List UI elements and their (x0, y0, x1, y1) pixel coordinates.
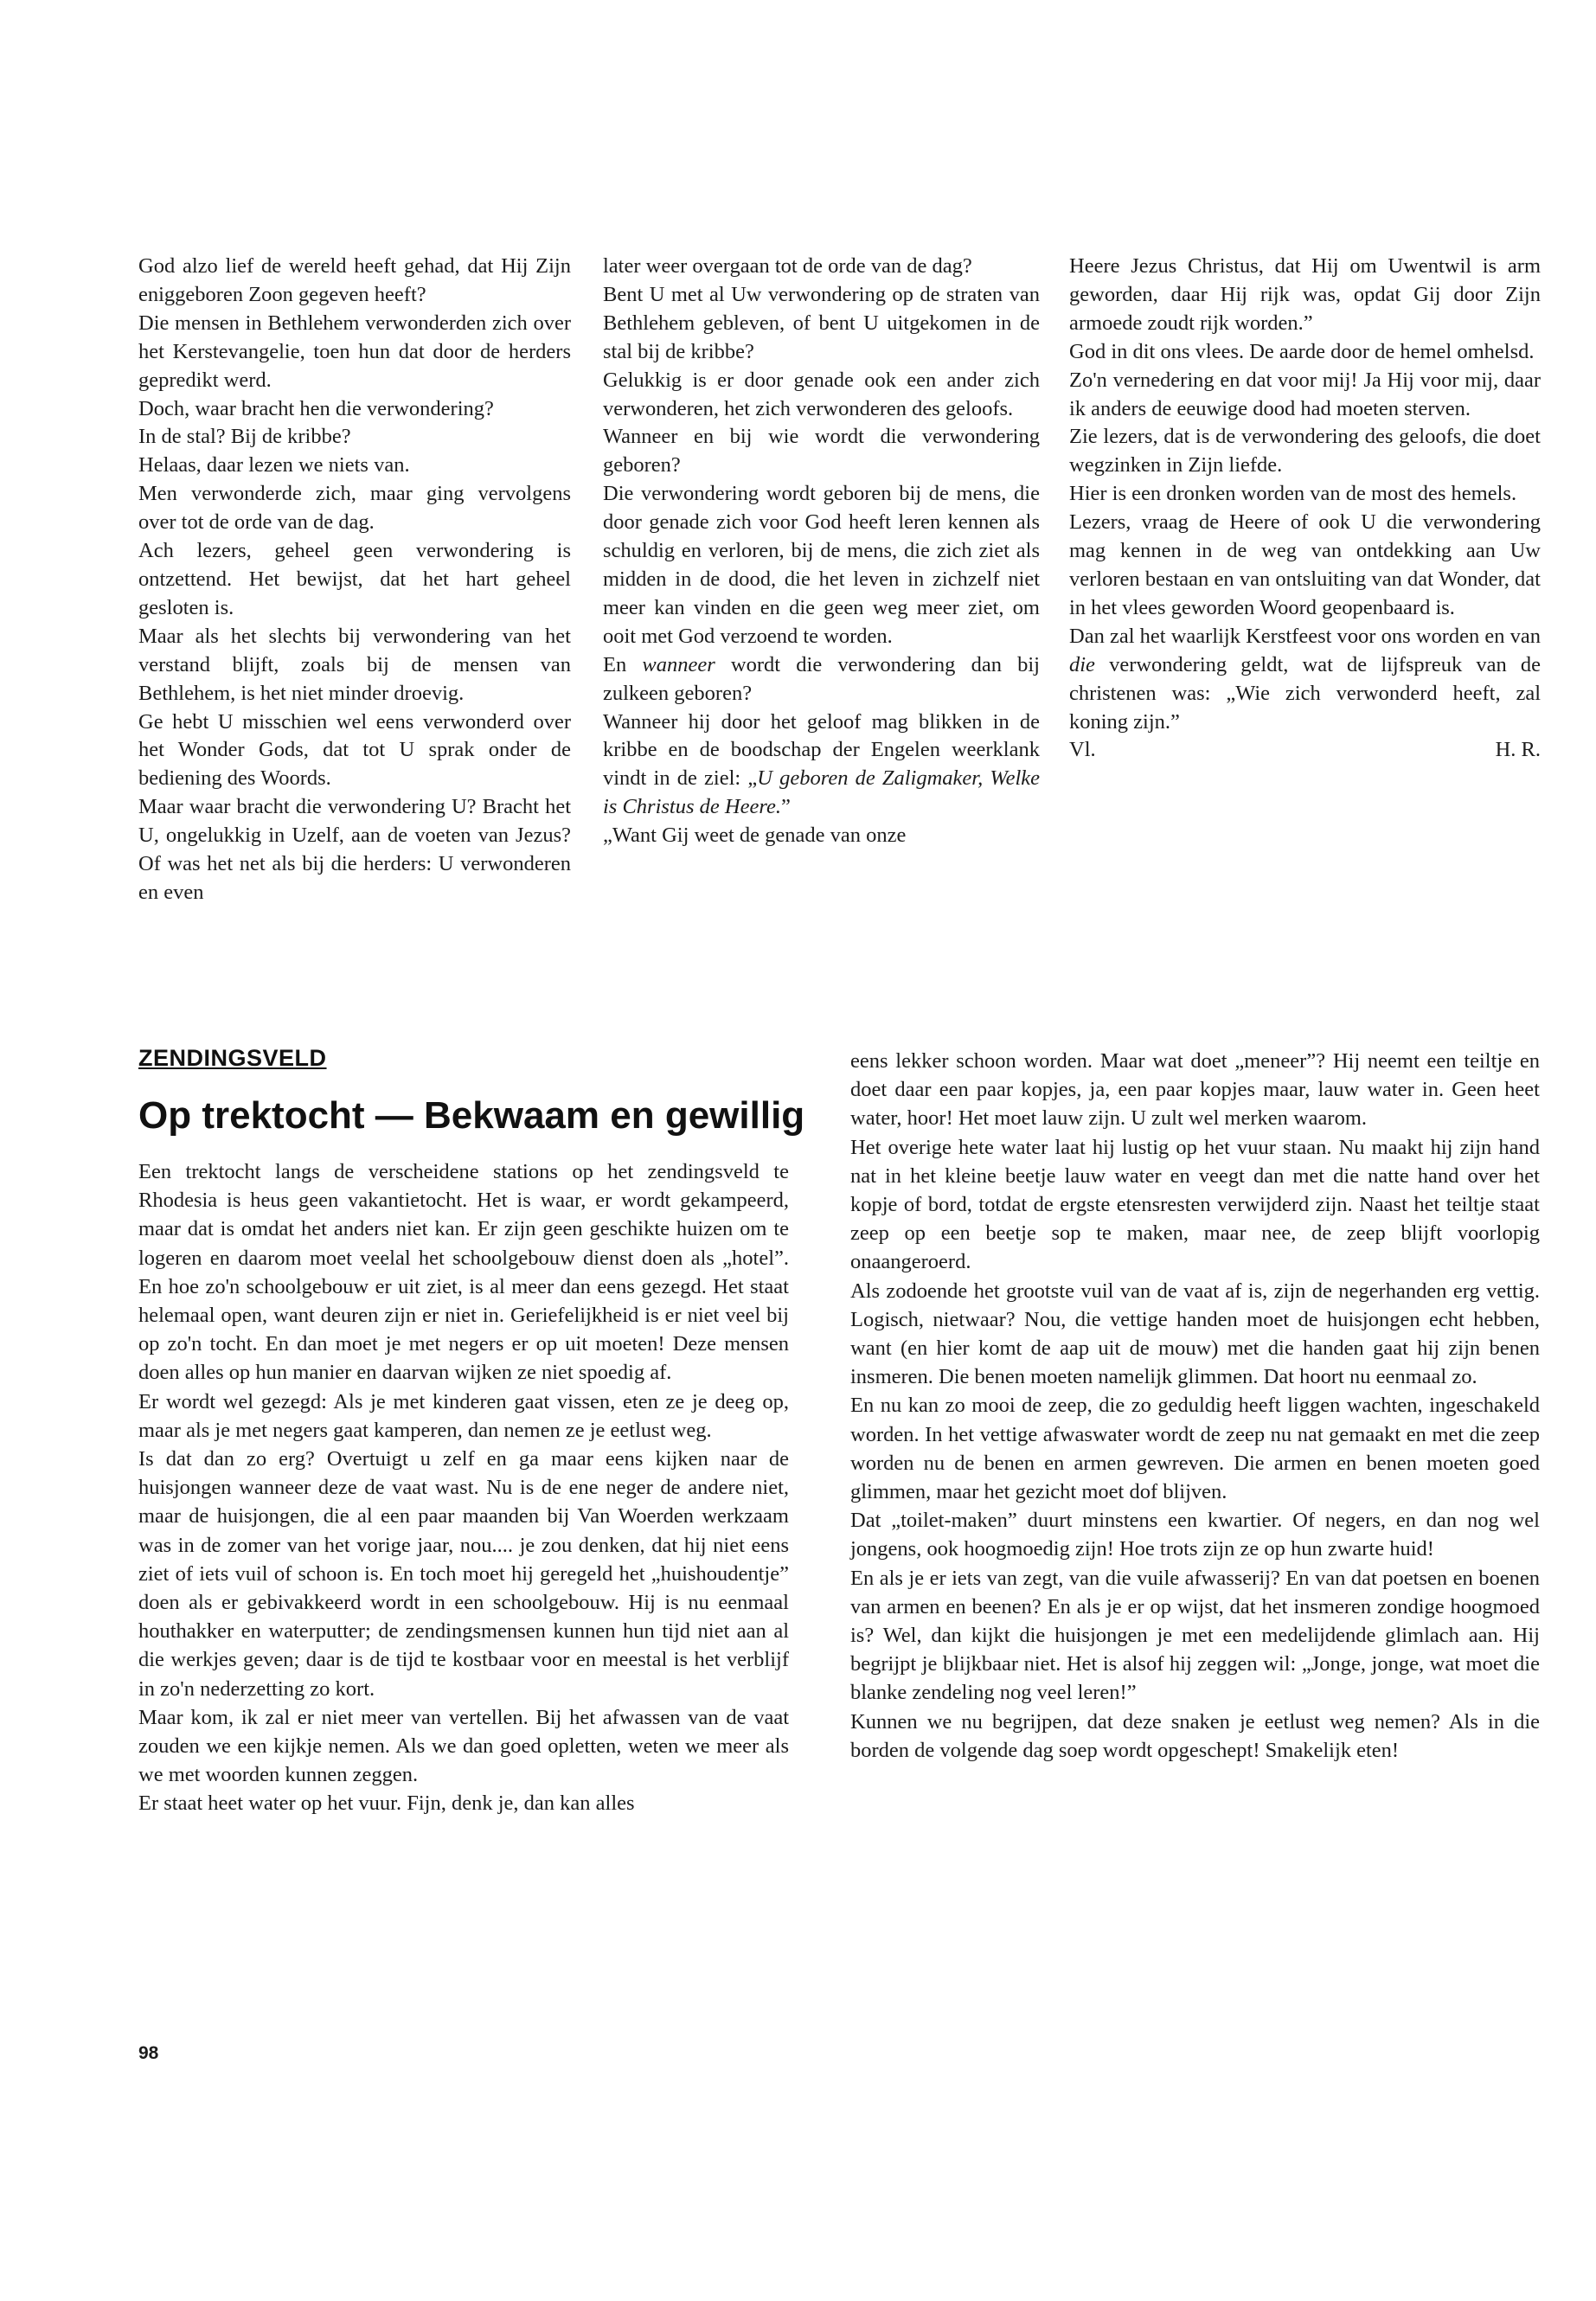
paragraph: En nu kan zo mooi de zeep, die zo geduldig heeft liggen wachten, ingeschakeld worden. In het vettige afwaswater wordt de zeep nu nat gemaakt en met die zeep worden nu de benen en armen gewreven. Die armen en benen moeten goed glimmen, maar het gezicht moet dof blijven. (850, 1394, 1540, 1504)
paragraph: Doch, waar bracht hen die verwondering? (138, 396, 494, 420)
top-column-1 (138, 253, 571, 907)
section-heading: ZENDINGSVELD (138, 1045, 327, 1071)
paragraph: Bent U met al Uw verwondering op de straten van Bethlehem gebleven, of bent U uitgekomen in de stal bij de kribbe? (603, 282, 1040, 363)
emphasis: U geboren de Zaligmaker, Welke is Christus de Heere. (603, 766, 1040, 819)
page-number: 98 (138, 2043, 159, 2063)
paragraph: Maar als het slechts bij verwondering van het verstand blijft, zoals bij de mensen van Bethlehem, is het niet minder droevig. (138, 624, 571, 705)
paragraph: Een trektocht langs de verscheidene stations op het zendingsveld te Rhodesia is heus geen vakantietocht. Het is waar, er wordt gekampeerd, maar dat is omdat het anders niet kan. Er zijn geen geschikte huizen om te logeren en daarom moet veelal het schoolgebouw dienst doen als „hotel”. En hoe zo'n schoolgebouw er uit ziet, is al meer dan eens gezegd. Het staat helemaal open, want deuren zijn er niet in. Geriefelijkheid is er niet veel bij op zo'n tocht. En dan moet je met negers er op uit moeten! Deze mensen doen alles op hun manier en daarvan wijken ze niet spoedig af. (138, 1160, 789, 1385)
paragraph: Ge hebt U misschien wel eens verwonderd over het Wonder Gods, dat tot U sprak onder de bediening des Woords. (138, 709, 571, 791)
article-column-1 (138, 1157, 789, 1818)
text-run: ” (780, 795, 791, 819)
paragraph: Zo'n vernedering en dat voor mij! Ja Hij voor mij, daar ik anders de eeuwige dood had moeten sterven. (1069, 368, 1541, 420)
signature-line (1069, 736, 1541, 765)
paragraph: In de stal? Bij de kribbe? (138, 425, 351, 449)
paragraph-blikken (603, 708, 1040, 823)
signature-right: H. R. (1495, 738, 1541, 762)
text-run: Dan zal het waarlijk Kerstfeest voor ons worden en van (1069, 624, 1541, 648)
paragraph: Er staat heet water op het vuur. Fijn, denk je, dan kan alles (138, 1791, 635, 1816)
paragraph: Maar waar bracht die verwondering U? Bracht het U, ongelukkig in Uzelf, aan de voeten van Jezus? Of was het net als bij die herders: U verwonderen en even (138, 795, 571, 904)
paragraph: Die verwondering wordt geboren bij de mens, die door genade zich voor God heeft leren kennen als schuldig en verloren, bij de mens, die zich ziet als midden in de dood, die het leven in zichzelf niet meer kan vinden en die geen weg meer ziet, om ooit met God verzoend te worden. (603, 482, 1040, 648)
paragraph-wanneer (603, 651, 1040, 708)
paragraph: eens lekker schoon worden. Maar wat doet „meneer”? Hij neemt een teiltje en doet daar een paar kopjes, ja, een paar kopjes maar, lauw water in. Geen heet water, hoor! Het moet lauw zijn. U zult wel merken waarom. (850, 1049, 1540, 1131)
paragraph: Men verwonderde zich, maar ging vervolgens over tot de orde van de dag. (138, 482, 571, 535)
article-column-2 (850, 1047, 1540, 1765)
top-column-2 (603, 253, 1040, 850)
paragraph: Gelukkig is er door genade ook een ander zich verwonderen, het zich verwonderen des geloofs. (603, 368, 1040, 420)
paragraph: God alzo lief de wereld heeft gehad, dat Hij Zijn eniggeboren Zoon gegeven heeft? (138, 254, 571, 306)
paragraph: God in dit ons vlees. De aarde door de hemel omhelsd. (1069, 339, 1535, 363)
text-run: wordt die verwondering dan bij zulkeen geboren? (603, 652, 1040, 705)
paragraph: Hier is een dronken worden van de most des hemels. (1069, 482, 1517, 506)
paragraph: Maar kom, ik zal er niet meer van vertellen. Bij het afwassen van de vaat zouden we een kijkje nemen. Als we dan goed opletten, weten we meer als we met woorden kunnen zeggen. (138, 1705, 789, 1787)
paragraph: Als zodoende het grootste vuil van de vaat af is, zijn de negerhanden erg vettig. Logisch, nietwaar? Nou, die vettige handen moet de huisjongen echt hebben, want (en hier komt de aap uit de mouw) met die handen gaat hij zijn benen insmeren. Die benen moeten namelijk glimmen. Dat hoort nu eenmaal zo. (850, 1279, 1540, 1389)
paragraph: Heere Jezus Christus, dat Hij om Uwentwil is arm geworden, daar Hij rijk was, opdat Gij door Zijn armoede zoudt rijk worden.” (1069, 254, 1541, 335)
paragraph: Er wordt wel gezegd: Als je met kinderen gaat vissen, eten ze je deeg op, maar als je met negers gaat kamperen, dan nemen ze je eetlust weg. (138, 1389, 789, 1442)
paragraph: Wanneer en bij wie wordt die verwondering geboren? (603, 425, 1040, 478)
paragraph: Helaas, daar lezen we niets van. (138, 453, 410, 478)
paragraph: Lezers, vraag de Heere of ook U die verwondering mag kennen in de weg van ontdekking aan Uw verloren bestaan en van ontsluiting van dat Wonder, dat in het vlees geworden Woord geopenbaard is. (1069, 510, 1541, 619)
article-title: Op trektocht — Bekwaam en gewillig (138, 1094, 805, 1137)
top-column-3 (1069, 253, 1541, 765)
paragraph: Zie lezers, dat is de verwondering des geloofs, die doet wegzinken in Zijn liefde. (1069, 425, 1541, 478)
paragraph: „Want Gij weet de genade van onze (603, 824, 907, 848)
paragraph-die (1069, 623, 1541, 737)
paragraph: Ach lezers, geheel geen verwondering is ontzettend. Het bewijst, dat het hart geheel gesloten is. (138, 539, 571, 619)
paragraph: Is dat dan zo erg? Overtuigt u zelf en ga maar eens kijken naar de huisjongen wanneer deze de vaat wast. Nu is de ene neger de andere niet, maar de huisjongen, die al een paar maanden bij Van Woerden werkzaam was in de zomer van het vorige jaar, nou.... je zou denken, dat hij niet eens ziet of iets vuil of schoon is. En toch moet hij geregeld het „huishoudentje” doen als er gebivakkeerd wordt in een schoolgebouw. Hij is nu eenmaal houthakker en waterputter; de zendingsmensen kunnen hun tijd niet aan al die werkjes geven; daar is de tijd te kostbaar voor en meestal is het verblijf in zo'n nederzetting zo kort. (138, 1447, 789, 1701)
text-run: Wanneer hij door het geloof mag blikken in de kribbe en de boodschap der Engelen weerklank vindt in de ziel: „ (603, 709, 1040, 791)
text-run: verwondering geldt, wat de lijfspreuk van de christenen was: „Wie zich verwonderd heeft, zal koning zijn.” (1069, 652, 1541, 734)
paragraph: Dat „toilet-maken” duurt minstens een kwartier. Of negers, en dan nog wel jongens, ook hoogmoedig zijn! Hoe trots zijn ze op hun zwarte huid! (850, 1509, 1540, 1561)
paragraph: later weer overgaan tot de orde van de dag? (603, 254, 972, 278)
emphasis: wanneer (642, 652, 715, 676)
emphasis: die (1069, 652, 1095, 676)
paragraph: Die mensen in Bethlehem verwonderden zich over het Kerstevangelie, toen hun dat door de herders gepredikt werd. (138, 311, 571, 392)
paragraph: En als je er iets van zegt, van die vuile afwasserij? En van dat poetsen en boenen van armen en beenen? En als je er op wijst, dat het insmeren zondige hoogmoed is? Wel, dan kijkt die huisjongen je met een medelijdende glimlach aan. Hij begrijpt je blijkbaar niet. Het is alsof hij zeggen wil: „Jonge, jonge, wat moet die blanke zendeling nog veel leren!” (850, 1566, 1540, 1705)
paragraph: Kunnen we nu begrijpen, dat deze snaken je eetlust weg nemen? Als in die borden de volgende dag soep wordt opgeschept! Smakelijk eten! (850, 1709, 1540, 1762)
signature-left: Vl. (1069, 738, 1096, 762)
paragraph: Het overige hete water laat hij lustig op het vuur staan. Nu maakt hij zijn hand nat in het kleine beetje lauw water en veegt dan met die natte hand over het kopje of bord, totdat de ergste etensresten verwijderd zijn. Naast het teiltje staat zeep op een beetje sop te maken, maar nee, de zeep blijft voorlopig onaangeroerd. (850, 1135, 1540, 1274)
text-run: En (603, 652, 643, 676)
